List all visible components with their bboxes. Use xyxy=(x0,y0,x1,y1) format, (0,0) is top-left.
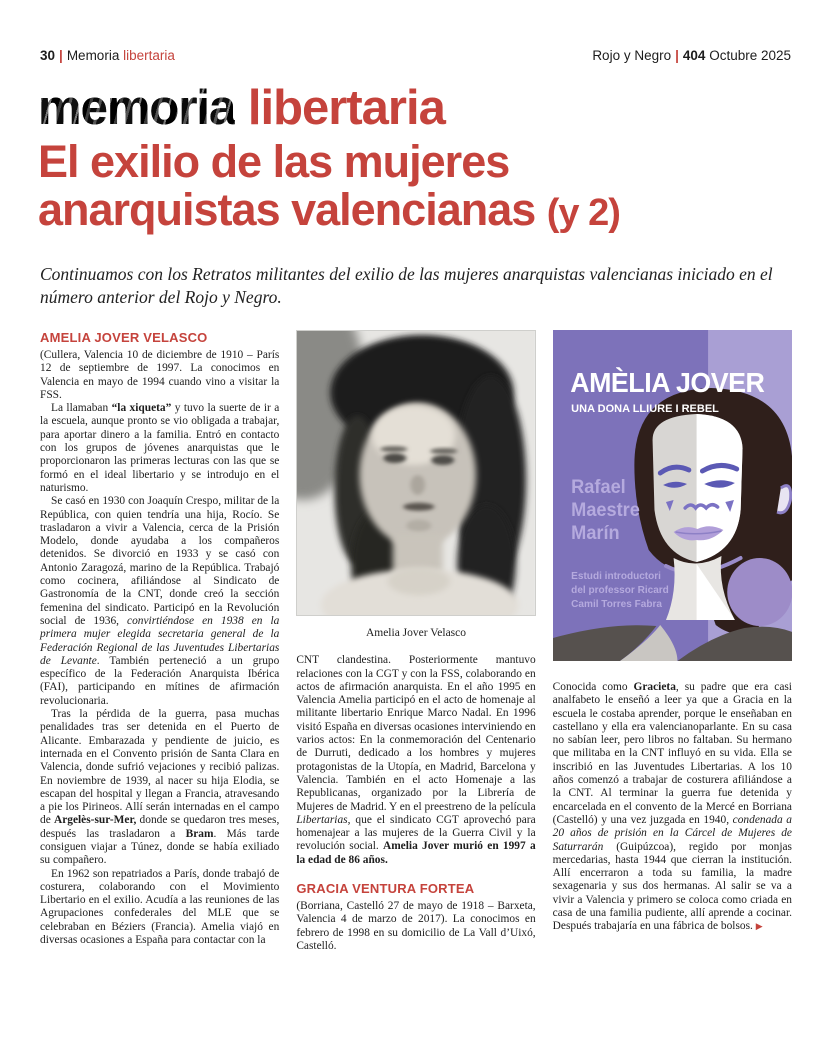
section-masthead xyxy=(38,81,445,135)
section-name: Memoria xyxy=(66,48,120,63)
cover-author: Maestre xyxy=(570,498,640,521)
portrait-photo-block xyxy=(296,330,535,640)
article-columns xyxy=(40,330,792,953)
body-paragraph: (Borriana, Castelló 27 de mayo de 1918 – Barxeta, Valencia 4 de marzo de 2017). La conocimos en febrero de 1998 en su domicilio de La Vall d’Uixó, Castelló. xyxy=(296,900,536,952)
body-paragraph: Conocida como Gracieta, su padre que era casi analfabeto le enseñó a leer ya que a Gracia en la escuela le costaba aprender, porque le enseñaban en castellano y ella era valencianoparlante. En su casa no sabían leer, pero libros no faltaban. Su hermano que militaba en la CNT influyó en su vida. Ella se inscribió en las Juventudes Libertarias. A los 10 años comenzó a trabajar de costurera afiliándose a la CNT. Al terminar la guerra fue detenida y encarcelada en el convento de la Mercé en Borriana (Castelló) y una vez juzgada en 1940, condenada a 20 años de prisión en la Cárcel de Mujeres de Saturrarán (Guipúzcoa), regido por monjas mercedarias, hasta 1944 que cierran la institución. Allí encerraron a toda su familia, la madre sexagenaria y sus dos hermanas. Al salir se va a vivir a Valencia y primero se coloca como criada en casa de una familia pudiente, allí aprende a cocinar. Después trabajaría en una fábrica de bolsos. ▶ xyxy=(552,681,792,933)
cover-note: Estudi introductori xyxy=(570,570,661,583)
column-middle xyxy=(296,330,535,953)
body-paragraph: En 1962 son repatriados a París, donde trabajó de costurera, colaborando con el Movimiento Libertario en el exilio. Acudía a las reuniones de las Agrupaciones confederales del MLE que se celebraban en Béziers (Francia). Amelia viajó en diversas ocasiones a España para contactar con la xyxy=(40,867,280,947)
cover-note: Camil Torres Fabra xyxy=(570,598,662,611)
book-cover-illustration xyxy=(553,330,792,661)
header-separator: | xyxy=(59,48,63,63)
header-separator: | xyxy=(675,48,679,63)
portrait-photo-illustration xyxy=(297,331,534,615)
body-paragraph: CNT clandestina. Posteriormente mantuvo relaciones con la CGT y con la FSS, colaborando en actos de afirmación anarquista. En el año 1995 en Valencia Amelia participó en el acto de homenaje al militante libertario Enrique Marco Nadal. En 1996 visitó España en diversas ocasiones interviniendo en varios actos: En la conmemoración del Centenario de Durruti, dedicado a los hombres y mujeres protagonistas de la Utopía, en Madrid, Barcelona y Valencia. También en el acto Homenaje a las Republicanas, organizado por la Librería de Mujeres de Madrid. Y en el preestreno de la película Libertarias, que el sindicato CGT aprovechó para homenajear a las mujeres de la Guerra Civil y la revolución social. Amelia Jover murió en 1997 a la edad de 86 años. xyxy=(296,654,536,866)
cover-title: AMÈLIA JOVER xyxy=(569,366,765,399)
book-cover xyxy=(553,330,792,661)
masthead-word-memoria: memoria xyxy=(38,81,236,135)
masthead-word-libertaria: libertaria xyxy=(235,81,445,135)
page-header xyxy=(40,48,791,63)
body-paragraph: (Cullera, Valencia 10 de diciembre de 1910 – París 12 de septiembre de 1997. La conocimos en Valencia en mayo de 1994 cuando vino a visitar la FSS. xyxy=(40,349,280,401)
page-number: 30 xyxy=(40,48,56,63)
cover-author: Marín xyxy=(570,521,620,544)
body-paragraph: Se casó en 1930 con Joaquín Crespo, militar de la República, con quien tendría una hija, Rocío. Se trasladaron a vivir a Valencia, cerca de la Prisión Modelo, donde ayudaba a los compañeros detenidos. Se divorció en 1933 y se casó con Antonio Zaragozá, marino de la República. Trabajó como cocinera, afiliándose al Sindicato de Gastronomía de la CNT, donde creó la sección femenina del sindicato. Participó en la Revolución social de 1936, convirtiéndose en 1938 en la primera mujer elegida secretaria general de la Federación Regional de las Juventudes Libertarias de Levante. También perteneció a un grupo específico de la Federación Anarquista Ibérica (FAI), participando en mítines de afirmación revolucionaria. xyxy=(40,495,280,707)
section-heading-gracia: GRACIA VENTURA FORTEA xyxy=(296,881,475,897)
cover-author: Rafael xyxy=(570,475,626,498)
cover-subtitle: UNA DONA LLIURE I REBEL xyxy=(570,402,719,416)
header-left xyxy=(40,48,175,63)
magazine-name: Rojo y Negro xyxy=(592,48,672,63)
issue-date: Octubre 2025 xyxy=(709,48,791,63)
headline-line1: El exilio de las mujeres xyxy=(38,136,510,187)
column-left xyxy=(40,330,279,953)
headline-line2: anarquistas valencianas (y 2) xyxy=(38,184,620,235)
cover-note: del professor Ricard xyxy=(570,584,669,597)
column-right xyxy=(553,330,792,953)
section-heading-amelia: AMELIA JOVER VELASCO xyxy=(40,330,208,345)
header-right xyxy=(592,48,791,63)
standfirst: Continuamos con los Retratos militantes del exilio de las mujeres anarquistas valencianas iniciado en el número anterior del Rojo y Negro. xyxy=(40,264,773,307)
section-name-accent: libertaria xyxy=(123,48,175,63)
article-headline xyxy=(38,138,778,237)
issue-number: 404 xyxy=(682,48,706,63)
body-paragraph: Tras la pérdida de la guerra, pasa muchas penalidades tras ser detenida en el Puerto de Alicante. Embarazada y pendiente de juicio, es internada en el Convento prisión de Santa Clara en Valencia, donde sufrió vejaciones y recibió palizas. En noviembre de 1939, al nacer su hija Elodia, se escapan del hospital y llegan a Francia, atravesando a pie los Pirineos. Allí serán internadas en el campo de Argelès-sur-Mer, donde se quedaron tres meses, después las trasladaron a Bram. Más tarde consiguen viajar a Túnez, donde se había exiliado su compañero. xyxy=(40,708,280,867)
photo-caption: Amelia Jover Velasco xyxy=(365,627,467,639)
headline-part-number: (y 2) xyxy=(546,192,620,234)
body-paragraph: La llamaban “la xiqueta” y tuvo la suerte de ir a la escuela, aunque pronto se vio obligada a trabajar, para aportar dinero a la familia. Entró en contacto con los grupos de jóvenes anarquistas que le proporcionaron las primeras lecturas con las que se formó en el ideal libertario y se introdujo en el naturismo. xyxy=(40,402,280,494)
portrait-photo xyxy=(296,330,535,616)
